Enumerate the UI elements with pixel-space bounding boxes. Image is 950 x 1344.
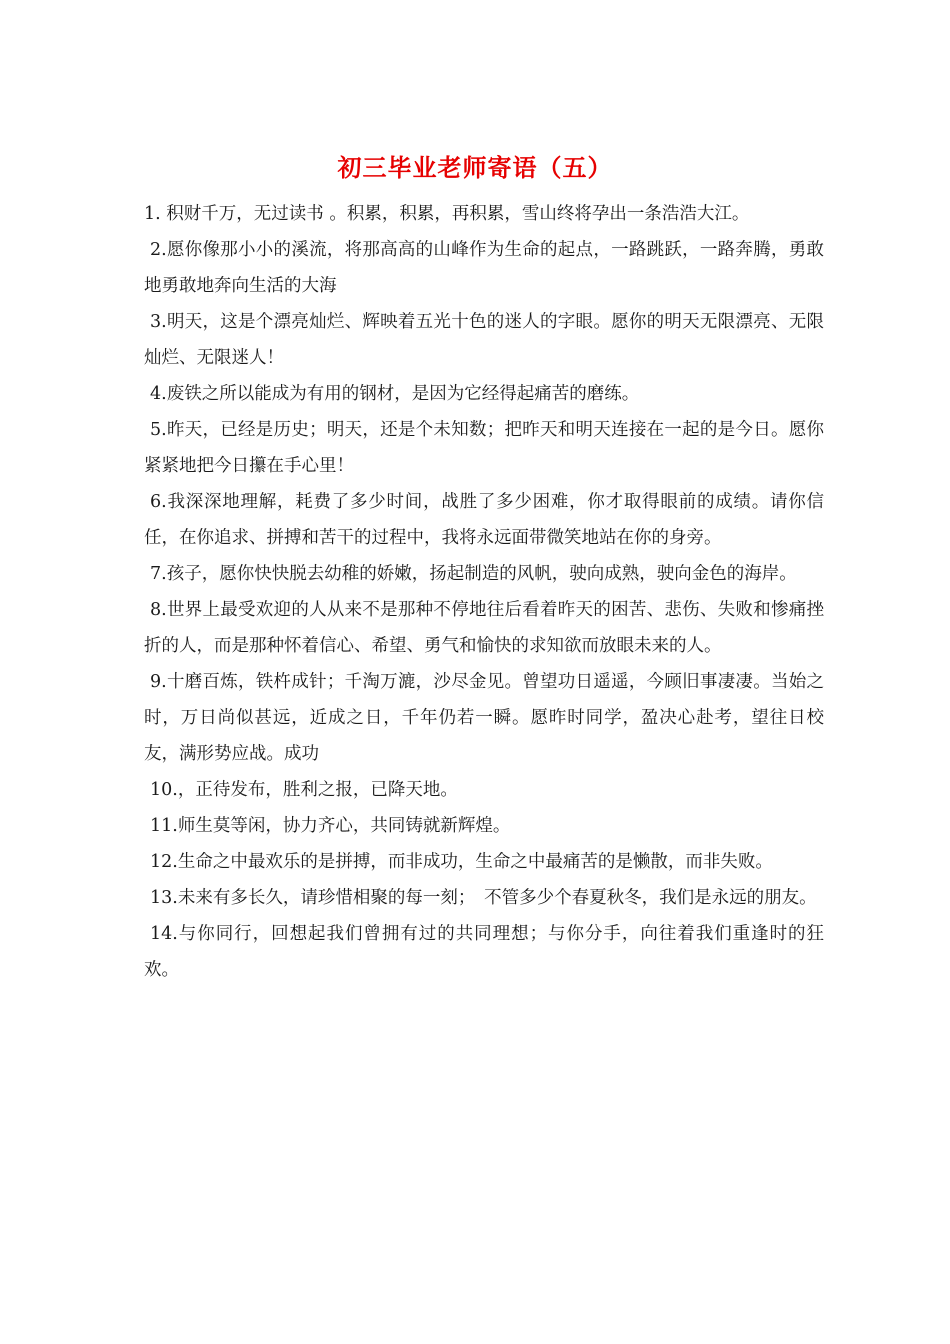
paragraph-10: 10.，正待发布，胜利之报，已降天地。	[150, 780, 458, 800]
paragraph-13: 13.未来有多长久，请珍惜相聚的每一刻； 不管多少个春夏秋冬，我们是永远的朋友。	[150, 888, 817, 908]
page-title: 初三毕业老师寄语（五）	[337, 153, 613, 182]
paragraph-6: 6.我深深地理解，耗费了多少时间，战胜了多少困难，你才取得眼前的成绩。请你信任，在你追求、拼搏和苦干的过程中，我将永远面带微笑地站在你的身旁。	[144, 492, 824, 548]
paragraph-12: 12.生命之中最欢乐的是拼搏，而非成功，生命之中最痛苦的是懒散，而非失败。	[150, 852, 773, 872]
paragraph-4: 4.废铁之所以能成为有用的钢材，是因为它经得起痛苦的磨练。	[150, 384, 640, 404]
document-body	[144, 196, 824, 988]
paragraph-7: 7.孩子，愿你快快脱去幼稚的娇嫩，扬起制造的风帆，驶向成熟，驶向金色的海岸。	[150, 564, 797, 584]
paragraph-9: 9.十磨百炼，铁杵成针；千淘万漉，沙尽金见。曾望功日遥遥，今顾旧事凄凄。当始之时，万日尚似甚远，近成之日，千年仍若一瞬。愿昨时同学，盈决心赴考，望往日校友，满形势应战。成功	[144, 672, 824, 764]
paragraph-14: 14.与你同行，回想起我们曾拥有过的共同理想；与你分手，向往着我们重逢时的狂欢。	[144, 924, 824, 980]
paragraph-1: 1. 积财千万，无过读书 。积累，积累，再积累，雪山终将孕出一条浩浩大江。	[144, 204, 750, 224]
paragraph-3: 3.明天，这是个漂亮灿烂、辉映着五光十色的迷人的字眼。愿你的明天无限漂亮、无限灿烂、无限迷人！	[144, 312, 824, 368]
paragraph-11: 11.师生莫等闲，协力齐心，共同铸就新辉煌。	[150, 816, 511, 836]
paragraph-5: 5.昨天，已经是历史；明天，还是个未知数；把昨天和明天连接在一起的是今日。愿你紧紧地把今日攥在手心里！	[144, 420, 824, 476]
paragraph-2: 2.愿你像那小小的溪流，将那高高的山峰作为生命的起点，一路跳跃，一路奔腾，勇敢地勇敢地奔向生活的大海	[144, 240, 824, 296]
paragraph-8: 8.世界上最受欢迎的人从来不是那种不停地往后看着昨天的困苦、悲伤、失败和惨痛挫折的人，而是那种怀着信心、希望、勇气和愉快的求知欲而放眼未来的人。	[144, 600, 824, 656]
